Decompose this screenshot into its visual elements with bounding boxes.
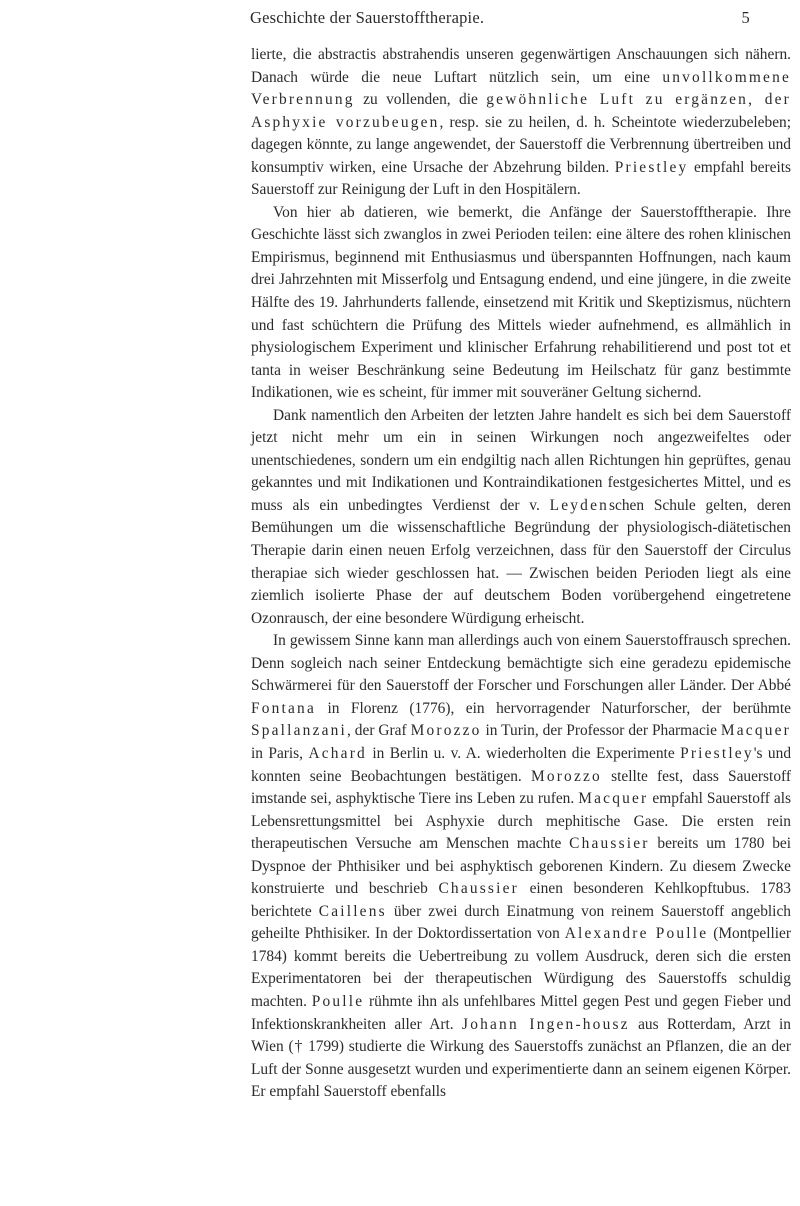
text-segment: empfahl Sauerstoff als Lebensrettungsmittel bei Asphyxie durch mephitische Gase. Die ersten rein therapeutischen Versuche am Menschen machte: [251, 790, 791, 853]
running-title: Geschichte der Sauerstofftherapie.: [250, 8, 485, 27]
text-segment: (Montpellier 1784) kommt bereits die Uebertreibung zu vollem Ausdruck, deren sich die ersten Experimentatoren bei der therapeutischen Würdigung des Sauerstoffs schuldig machten.: [251, 925, 791, 1010]
spaced-name-text: unvollkommene Verbrennung: [251, 68, 791, 109]
paragraph: [251, 630, 791, 1103]
text-segment: in Turin, der Professor der Pharmacie: [481, 722, 721, 740]
spaced-name-text: Spallanzani: [251, 722, 347, 740]
spaced-name-text: Morozzo: [530, 767, 602, 785]
text-segment: in Paris,: [251, 744, 309, 762]
spaced-name-text: Priestley: [680, 744, 754, 762]
spaced-name-text: Achard: [308, 744, 367, 762]
text-segment: zu vollenden, die: [354, 91, 487, 109]
spaced-name-text: Poulle: [311, 992, 365, 1010]
paragraph: [251, 405, 791, 630]
spaced-name-text: Leyden: [549, 496, 609, 514]
spaced-name-text: Priestley: [614, 158, 689, 176]
spaced-name-text: Fontana: [251, 699, 316, 717]
paragraph: [251, 202, 791, 405]
text-segment: aus Rotterdam, Arzt in Wien († 1799) studierte die Wirkung des Sauerstoffs zunächst an Pflanzen, die an der Luft der Sonne ausgesetzt wurden und experimentierte dann an seinem eigenen Körper. Er empfahl Sauerstoff ebenfalls: [251, 1015, 791, 1101]
text-segment: rühmte ihn als unfehlbares Mittel gegen Pest und gegen Fieber und Infektionskrankheiten aller Art.: [251, 992, 791, 1033]
text-segment: Von hier ab datieren, wie bemerkt, die Anfänge der Sauerstofftherapie. Ihre Geschichte lässt sich zwanglos in zwei Perioden teilen: eine ältere des rohen klinischen Empirismus, beginnend mit Enthusiasmus und überspannten Hoffnungen, nach kaum drei Jahrzehnten mit Misserfolg und Entsagung endend, und eine jüngere, in die zweite Hälfte des 19. Jahrhunderts fallende, einsetzend mit Kritik und Skeptizismus, nüchtern und fast schüchtern die Prüfung des Mittels wieder aufnehmend, es allmählich in physiologischem Experiment und klinischer Erfahrung rehabilitierend und post tot et tanta in weiser Beschränkung seine Bedeutung im Heilschatz für ganz bestimmte Indikationen, wie es scheint, für immer mit souveräner Geltung sichernd.: [251, 203, 791, 402]
text-segment: , resp. sie zu heilen, d. h. Scheintote wiederzubeleben; dagegen könnte, zu lange angewendet, der Sauerstoff die Verbrennung übertreiben und konsumptiv wirken, eine Ursache der Abzehrung bilden.: [251, 113, 792, 176]
paragraph: [251, 44, 791, 202]
text-segment: Dank namentlich den Arbeiten der letzten Jahre handelt es sich bei dem Sauerstoff jetzt nicht mehr um ein in seinen Wirkungen noch angezweifeltes oder unentschiedenes, sondern um ein endgiltig nach allen Richtungen hin geprüftes, genau gekanntes und mit Indikationen und Kontraindikationen festgesichertes Mittel, und es muss als ein unbedingtes Verdienst der v.: [251, 406, 791, 514]
text-segment: schen Schule gelten, deren Bemühungen um die wissenschaftliche Begründung der physiologisch-diätetischen Therapie darin einen neuen Erfolg verzeichnen, dass für den Sauerstoff der Circulus therapiae sich wieder geschlossen hat. — Zwischen beiden Perioden liegt als eine ziemlich isolierte Phase der auf deutschem Boden vorübergehend eingetretene Ozonrausch, der eine besondere Würdigung erheischt.: [251, 496, 791, 627]
text-segment: lierte, die abstractis abstrahendis unseren gegenwärtigen Anschauungen sich nähern. Danach würde die neue Luftart nützlich sein, um eine: [251, 46, 791, 86]
text-segment: empfahl bereits Sauerstoff zur Reinigung der Luft in den Hospitälern.: [251, 158, 791, 199]
page-number: 5: [741, 8, 750, 27]
spaced-name-text: Morozzo: [410, 722, 482, 740]
text-segment: einen besonderen Kehlkopftubus. 1783 berichtete: [251, 880, 791, 920]
running-header: [250, 8, 750, 28]
text-segment: , der Graf: [347, 722, 411, 740]
text-segment: in Florenz (1776), ein hervorragender Naturforscher, der berühmte: [315, 699, 791, 717]
text-segment: 's und konnten seine Beobachtungen bestätigen.: [251, 744, 792, 785]
spaced-name-text: Alexandre Poulle: [564, 925, 709, 943]
text-segment: stellte fest, dass Sauerstoff imstande sei, asphyktische Tiere ins Leben zu rufen.: [251, 767, 791, 808]
text-segment: über zwei durch Einatmung von reinem Sauerstoff angeblich geheilte Phthisiker. In der Doktordissertation von: [251, 902, 791, 943]
spaced-name-text: Johann Ingen-housz: [462, 1015, 630, 1033]
spaced-name-text: gewöhnliche Luft zu ergänzen, der Asphyxie vorzubeugen: [251, 91, 791, 131]
text-segment: in Berlin u. v. A. wiederholten die Experimente: [366, 744, 681, 762]
body-text: [251, 44, 791, 1104]
spaced-name-text: Chaussier: [438, 880, 519, 898]
spaced-name-text: Caillens: [318, 902, 387, 920]
text-segment: bereits um 1780 bei Dyspnoe der Phthisiker und bei asphyktisch geborenen Kindern. Zu diesem Zwecke konstruierte und beschrieb: [251, 835, 792, 898]
text-segment: In gewissem Sinne kann man allerdings auch von einem Sauerstoffrausch sprechen. Denn sogleich nach seiner Entdeckung bemächtigte sich eine geradezu epidemische Schwärmerei für den Sauerstoff der Forscher und Forschungen aller Länder. Der Abbé: [251, 632, 791, 695]
spaced-name-text: Macquer: [720, 722, 791, 740]
spaced-name-text: Chaussier: [569, 835, 650, 853]
spaced-name-text: Macquer: [578, 790, 649, 808]
